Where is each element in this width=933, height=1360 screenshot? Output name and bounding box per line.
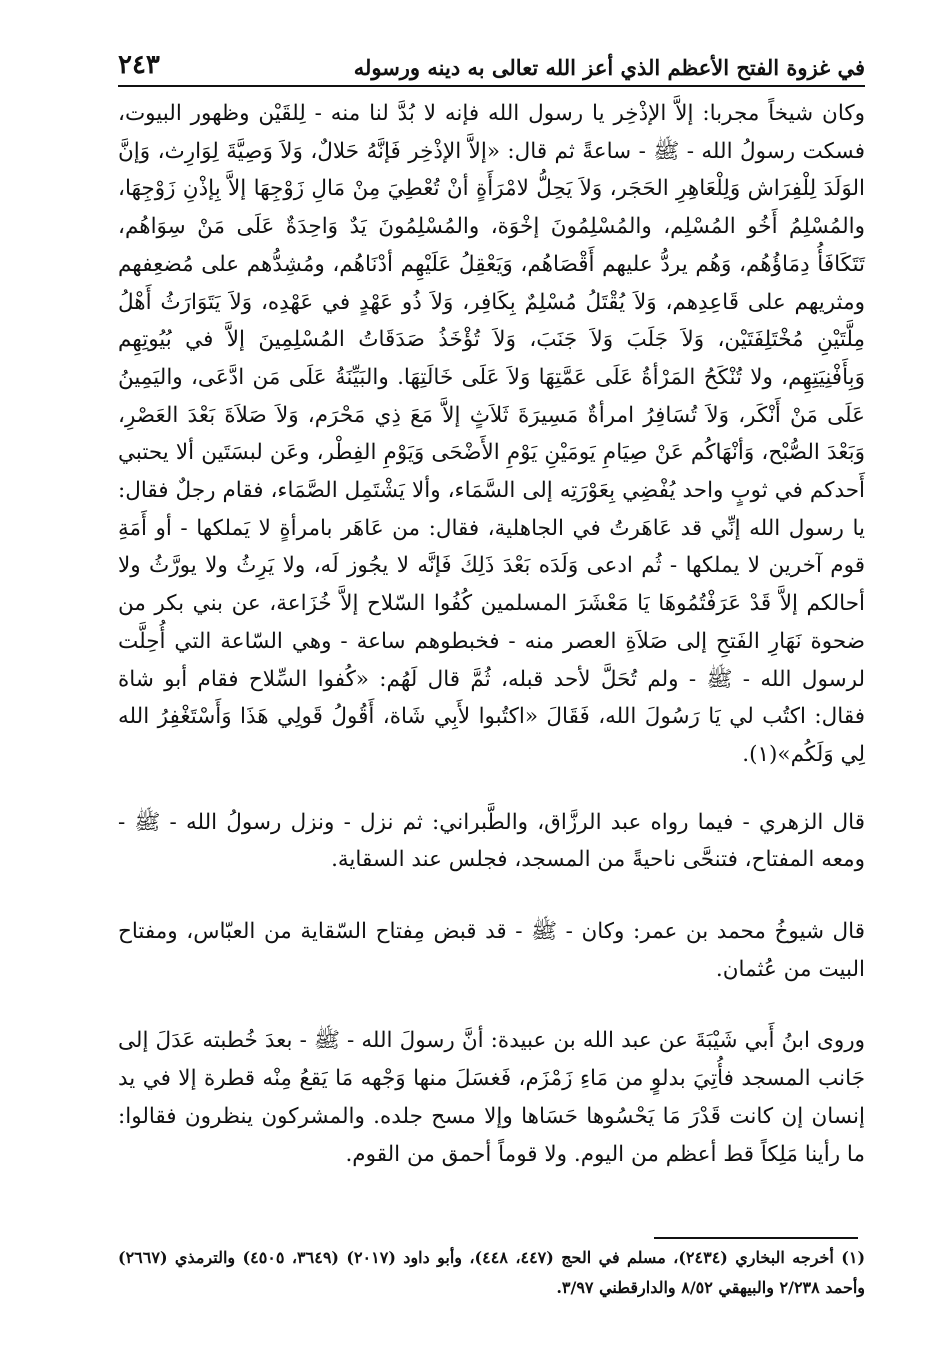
page-header (118, 36, 865, 80)
paragraph-ibn-abi-shayba: وروى ابنُ أَبي شَيْبَةَ عن عبد الله بن عبيدة: أنَّ رسولَ الله - ﷺ - بعدَ خُطبته عَدَلَ إلى جَانب المسجد فأُتِيَ بدلوٍ من مَاءِ زَمْزَم، فَغسَلَ منها وَجْهه مَا يَقعُ مِنْه قطرة إلا في يد إنسان إن كانت قَدْرَ مَا يَحْسُوها حَسَاها وإلا مسح جلده. والمشركون ينظرون فقالوا: ما رأينا مَلِكاً قط أعظم من اليوم. ولا قوماً أحمق من القوم. (118, 1028, 865, 1167)
paragraph-zuhri: قال الزهري - فيما رواه عبد الرزَّاق، والطَّبراني: ثم نزل - ونزل رسولُ الله - ﷺ - ومعه المفتاح، فتنحَّى ناحيةً من المسجد، فجلس عند السقاية. (118, 809, 865, 873)
header-rule (118, 85, 865, 87)
paragraph-hadith: وكان شيخاً مجربا: إلاَّ الإذْخِر يا رسول الله فإنه لا بُدَّ لنا منه - لِلقَيْن وظهور البيوت، فسكت رسولُ الله - ﷺ - ساعةً ثم قال: «إلاَّ الإذْخِر فَإنَّهُ حَلالٌ، وَلاَ وَصِيَّةَ لِوَارِث، وَإنَّ الوَلَدَ لِلْفِرَاش وَلِلْعَاهِرِ الحَجَر، وَلاَ يَحِلُّ لامْرَأَةٍ أنْ تُعْطِيَ مِنْ مَالِ زَوْجِهَا إلاَّ بِإذْنِ زَوْجِهَا، والمُسْلِمُ أَخُو المُسْلِم، والمُسْلِمُونَ إخْوَة، والمُسْلِمُونَ يَدٌ وَاحِدَةٌ عَلَى مَنْ سِوَاهُم، تَتَكَافَأُ دِمَاؤُهُم، وَهُم يردُّ عليهم أَقْصَاهُم، وَيَعْقِلُ عَلَيْهِم أدْنَاهُم، ومُشِدُّهم على مُضعِفهم ومثريهم على قَاعِدِهم، وَلاَ يُقْتَلُ مُسْلِمٌ بِكَافِر، وَلاَ ذُو عَهْدٍ في عَهْدِه، وَلاَ يَتَوَارَثُ أَهْلُ مِلَّتَيْنِ مُخْتَلِفَتَيْن، وَلاَ جَلَبَ وَلاَ جَنَبَ، وَلاَ تُؤْخَذُ صَدَقَاتُ المُسْلِمِينَ إلاَّ في بُيُوتِهِم وَبِأَفْنِيَتِهِم، ولا تُنْكَحُ المَرْأةُ عَلَى عَمَّتِهَا وَلاَ عَلَى خَالَتِهَا. والبَيِّنَةُ عَلَى مَن ادَّعَى، واليَمِينُ عَلَى مَنْ أَنْكَر، وَلاَ تُسَافِرُ امرأةٌ مَسِيرَةَ ثَلاَثٍ إلاَّ مَعَ ذِي مَحْرَم، وَلاَ صَلاَةَ بَعْدَ العَصْرِ، وَبَعْدَ الصُّبْح، وَأنْهَاكُم عَنْ صِيَامِ يَومَيْنِ يَوْمِ الأَضْحَى وَيَوْمِ الفِطْر، وعَن لبسَتَين ألا يحتبي أَحدكم في ثوبٍ واحد يُفْضِي بِعَوْرَتِه إلى السَّمَاء، وألا يَشْتَمِل الصَّمَاء، فقام رجلٌ فقال: يا رسول الله إنِّي قد عَاهَرتُ في الجاهلية، فقال: من عَاهَر بامرأةٍ لا يَملكها - أو أَمَةِ قوم آخرين لا يملكها - ثُم ادعى وَلَدَه بَعْدَ ذَلِكَ فَإنَّه لا يجُوز لَه، ولا يَرِثُ ولا يورَّثُ ولا أحالكم إلاَّ قَدْ عَرَفْتُمُوهَا يَا مَعْشَرَ المسلمين كُفُوا السّلاح إلاَّ خُزَاعة، عن بني بكر من ضحوة نَهَارِ الفَتحِ إلى صَلاَةِ العصر منه - فخبطوهم ساعة - وهي السّاعة التي أُحِلَّت لرسول الله - ﷺ - ولم تُحَلَّ لأحد قبله، ثُمَّ قال لَهُم: «كُفوا السِّلاح فقام أبو شاة فقال: اكتُب لي يَا رَسُولَ الله، فَقَالَ «اكتُبوا لأَبِي شَاة، أَقُولُ قَولِي هَذَا وَأَسْتَغْفِرُ الله لِي وَلَكُم»(١). (118, 101, 865, 767)
footnote-rule (654, 1237, 858, 1239)
body-text (118, 95, 865, 1173)
paragraph-shuyukh: قال شيوخُ محمد بن عمر: وكان - ﷺ - قد قبض مِفتاح السّقاية من العبّاس، ومفتاح البيت من عُثمان. (118, 919, 865, 982)
page-number: ٢٤٣ (118, 50, 160, 80)
running-title: في غزوة الفتح الأعظم الذي أعز الله تعالى به دينه ورسوله (353, 55, 865, 80)
footnote: (١) أخرجه البخاري (٢٤٣٤)، مسلم في الحج (٤٤٧، ٤٤٨)، وأبو داود (٢٠١٧) (٣٦٤٩، ٤٥٠٥) والترمذي (٢٦٦٧) وأحمد ٢/٢٣٨ والبيهقي ٨/٥٢ والدارقطني ٣/٩٧. (118, 1248, 866, 1297)
